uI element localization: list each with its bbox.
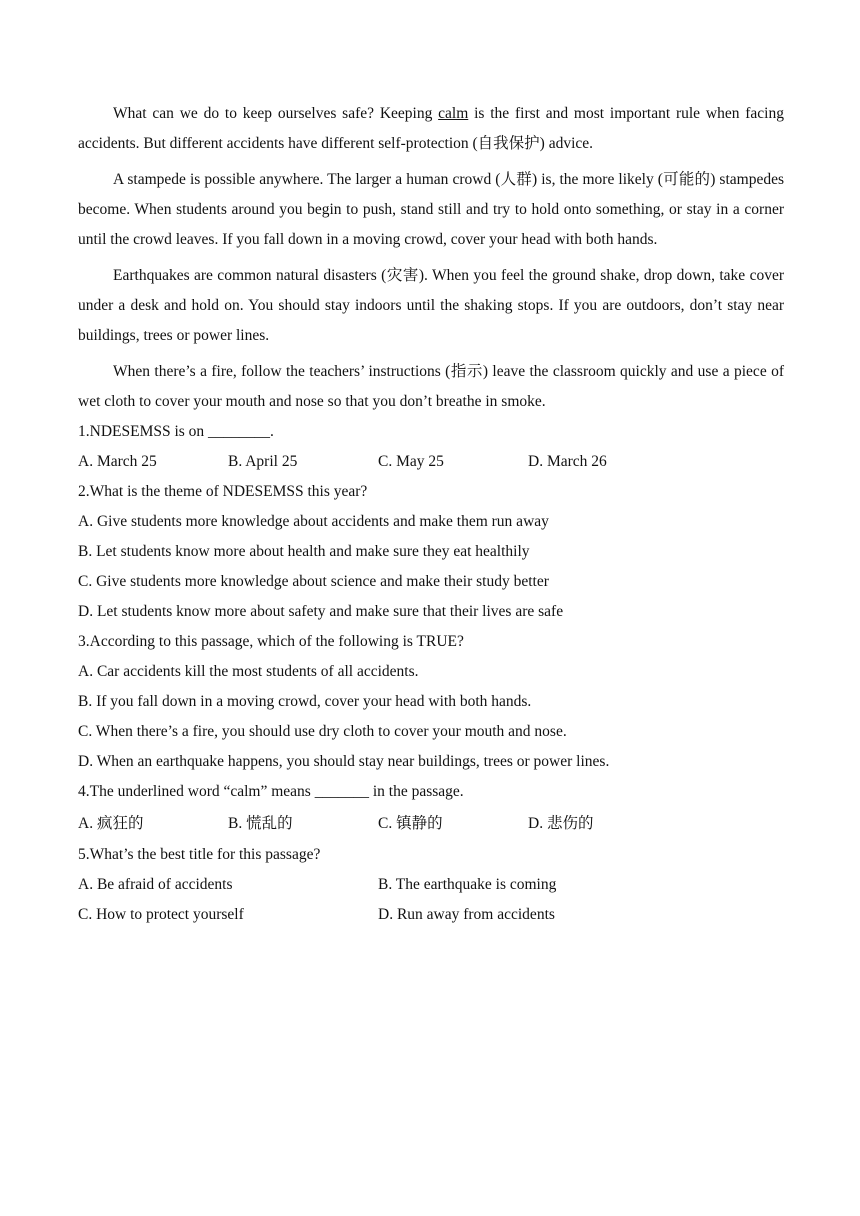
question-2-option-a: A. Give students more knowledge about accidents and make them run away [78, 513, 549, 530]
passage-paragraph-2: A stampede is possible anywhere. The larger a human crowd (人群) is, the more likely (可能的) stampedes become. When students around you begin to push, stand still and try to hold onto something, or stay in a corner until the crowd leaves. If you fall down in a moving crowd, cover your head with both hands. [78, 171, 784, 248]
question-3-stem: 3.According to this passage, which of the following is TRUE? [78, 633, 464, 650]
question-4-option-a: A. 疯狂的 [78, 815, 144, 832]
question-2-option-b: B. Let students know more about health and make sure they eat healthily [78, 543, 530, 560]
question-3-option-d: D. When an earthquake happens, you should stay near buildings, trees or power lines. [78, 753, 610, 770]
question-2-option-c: C. Give students more knowledge about science and make their study better [78, 573, 549, 590]
question-1-option-b: B. April 25 [228, 453, 298, 470]
question-1-option-c: C. May 25 [378, 453, 444, 470]
underlined-word-calm: calm [438, 105, 469, 122]
question-5-option-a: A. Be afraid of accidents [78, 876, 233, 893]
question-1-option-a: A. March 25 [78, 453, 157, 470]
question-1-stem: 1.NDESEMSS is on ________. [78, 423, 274, 440]
passage-paragraph-3: Earthquakes are common natural disasters (灾害). When you feel the ground shake, drop down, take cover under a desk and hold on. You should stay indoors until the shaking stops. If you are outdoors, don’t stay near buildings, trees or power lines. [78, 267, 784, 344]
question-3-option-a: A. Car accidents kill the most students of all accidents. [78, 663, 419, 680]
question-3-option-c: C. When there’s a fire, you should use dry cloth to cover your mouth and nose. [78, 723, 567, 740]
paragraph-1-text-start: What can we do to keep ourselves safe? Keeping [113, 105, 439, 122]
question-4-option-c: C. 镇静的 [378, 815, 443, 832]
question-4-option-b: B. 慌乱的 [228, 815, 293, 832]
question-5-option-d: D. Run away from accidents [378, 906, 555, 923]
question-3-option-b: B. If you fall down in a moving crowd, cover your head with both hands. [78, 693, 532, 710]
question-2-stem: 2.What is the theme of NDESEMSS this year? [78, 483, 368, 500]
question-5-options-row-1 [78, 870, 784, 900]
question-5-stem: 5.What’s the best title for this passage? [78, 846, 321, 863]
passage-paragraph-4: When there’s a fire, follow the teachers’ instructions (指示) leave the classroom quickly and use a piece of wet cloth to cover your mouth and nose so that you don’t breathe in smoke. [78, 363, 784, 410]
question-1-option-d: D. March 26 [528, 453, 607, 470]
paragraph-1-text-end: is the first and most important rule when facing accidents. But different accidents have different self-protection (自我保护) advice. [78, 105, 784, 152]
question-5-option-b: B. The earthquake is coming [378, 876, 557, 893]
question-1-options [78, 447, 784, 477]
question-4-options [78, 807, 784, 840]
passage-paragraph-1 [78, 99, 784, 159]
question-5-options-row-2 [78, 900, 784, 930]
question-4-stem: 4.The underlined word “calm” means _______ in the passage. [78, 783, 464, 800]
question-2-option-d: D. Let students know more about safety and make sure that their lives are safe [78, 603, 564, 620]
question-4-option-d: D. 悲伤的 [528, 815, 594, 832]
document-page [78, 99, 784, 930]
question-5-option-c: C. How to protect yourself [78, 906, 244, 923]
